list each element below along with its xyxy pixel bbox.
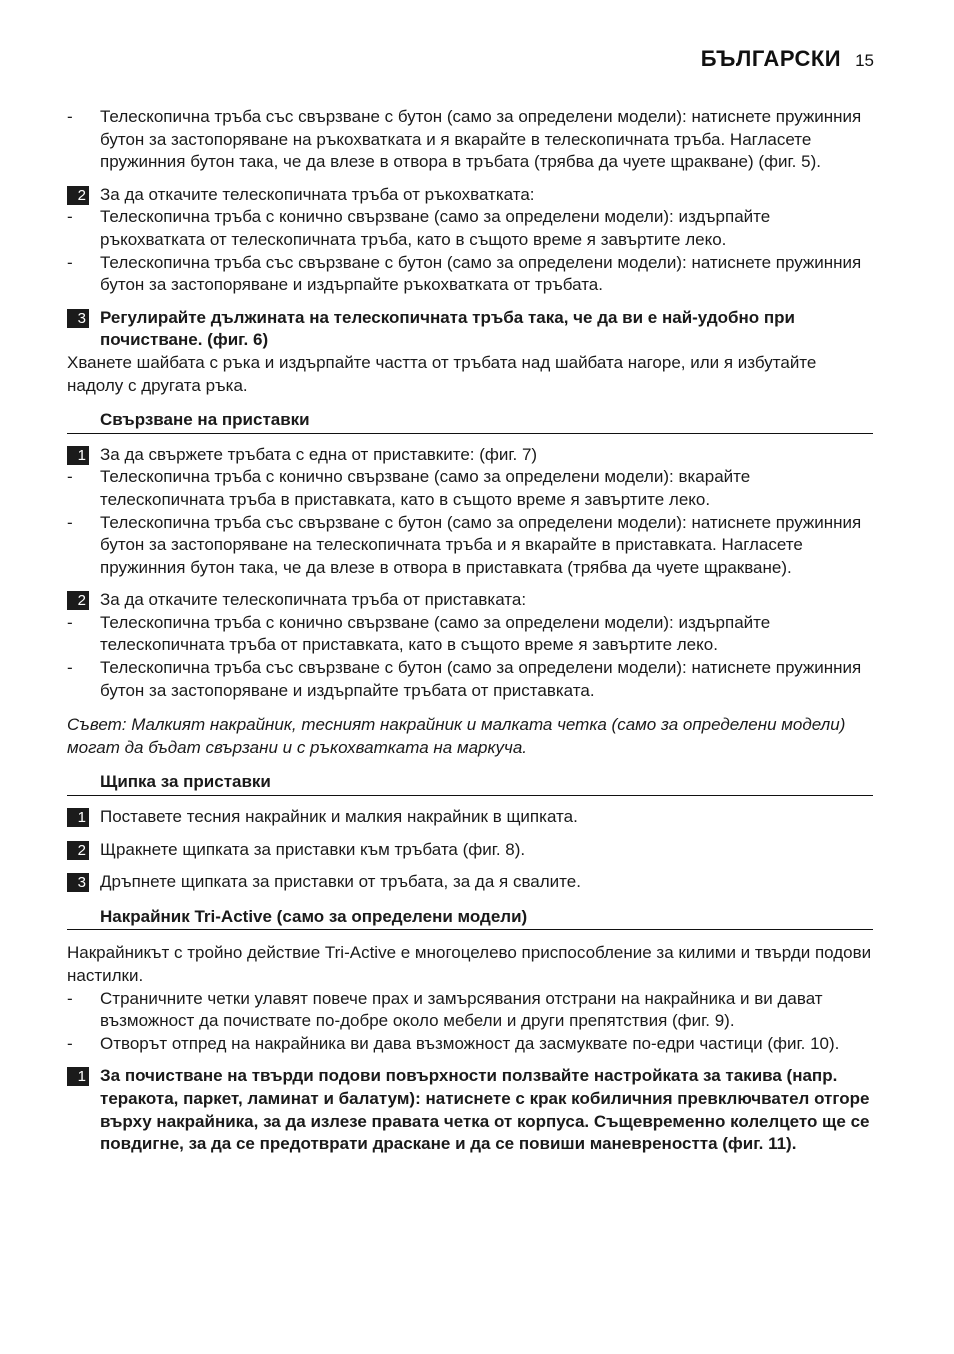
step-item — [67, 1065, 873, 1155]
step-text: Поставете тесния накрайник и малкия накрайник в щипката. — [100, 807, 578, 827]
step-text: Регулирайте дължината на телескопичната тръба така, че да ви е най-удобно при почистване. (фиг. 6) — [100, 307, 795, 350]
section-heading: Щипка за приставки — [67, 771, 873, 796]
step-item — [67, 307, 873, 352]
step-item — [67, 184, 873, 207]
bullet-item — [67, 106, 873, 174]
bullet-dash: - — [67, 107, 73, 126]
tip-text: Съвет: Малкият накрайник, тесният накрайник и малката четка (само за определени модели) могат да бъдат свързани и с ръкохватката на маркуча. — [67, 715, 846, 757]
paragraph: Хванете шайбата с ръка и издърпайте частта от тръбата над шайбата нагоре, или я избутайте надолу с другата ръка. — [67, 352, 817, 395]
page-header — [701, 46, 874, 72]
step-number: 1 — [67, 808, 89, 827]
bullet-text: Страничните четки улавят повече прах и замърсявания отстрани на накрайника и ви дават възможност да почиствате по-добре около мебели и други препятствия (фиг. 9). — [100, 988, 823, 1031]
bullet-text: Телескопична тръба с конично свързване (само за определени модели): издърпайте телескопичната тръба от приставката, като в същото време я завъртите леко. — [100, 612, 771, 655]
bullet-text: Телескопична тръба със свързване с бутон (само за определени модели): натиснете пружинния бутон за застопоряване на ръкохватката и я вкарайте в телескопичната тръба. Нагласете пружинния бутон така, че да влезе в отвора в тръбата (трябва да чуете щракване) (фиг. 5). — [100, 107, 862, 172]
step-number: 2 — [67, 841, 89, 860]
step-number: 3 — [67, 873, 89, 892]
language-label: БЪЛГАРСКИ — [700, 46, 842, 71]
manual-content — [67, 106, 873, 1156]
step-text: За да откачите телескопичната тръба от ръкохватката: — [100, 184, 535, 204]
step-number: 3 — [67, 309, 89, 328]
bullet-text: Телескопична тръба с конично свързване (само за определени модели): вкарайте телескопичната тръба в приставката, като в същото време я завъртите леко. — [100, 467, 751, 509]
bullet-item — [67, 206, 873, 251]
bullet-item — [67, 988, 873, 1033]
bullet-dash: - — [67, 252, 73, 272]
bullet-dash: - — [67, 1033, 73, 1053]
bullet-text: Телескопична тръба с конично свързване (само за определени модели): издърпайте ръкохватката от телескопичната тръба, като в същото време я завъртите леко. — [100, 207, 771, 249]
step-number: 2 — [67, 186, 89, 205]
bullet-text: Телескопична тръба със свързване с бутон (само за определени модели): натиснете пружинния бутон за застопоряване и издърпайте тръбата от приставката. — [100, 658, 862, 700]
step-item — [67, 839, 873, 862]
bullet-dash: - — [67, 988, 73, 1008]
step-number: 1 — [67, 1067, 89, 1086]
section-heading: Накрайник Tri-Active (само за определени модели) — [67, 906, 873, 931]
step-text: За да свържете тръбата с една от приставките: (фиг. 7) — [100, 444, 538, 464]
bullet-dash: - — [67, 658, 73, 678]
bullet-item — [67, 512, 873, 580]
page-number: 15 — [855, 51, 874, 70]
bullet-dash: - — [67, 612, 73, 632]
bullet-item — [67, 252, 873, 297]
step-text: За да откачите телескопичната тръба от приставката: — [100, 590, 527, 610]
step-text: Щракнете щипката за приставки към тръбата (фиг. 8). — [100, 839, 526, 859]
step-item — [67, 871, 873, 894]
bullet-item — [67, 466, 873, 511]
bullet-item — [67, 657, 873, 702]
bullet-dash: - — [67, 467, 73, 487]
bullet-item — [67, 612, 873, 657]
step-number: 1 — [67, 446, 89, 465]
bullet-dash: - — [67, 207, 73, 227]
paragraph: Накрайникът с тройно действие Tri-Active е многоцелево приспособление за килими и твърди подови настилки. — [67, 943, 872, 985]
step-text: За почистване на твърди подови повърхности ползвайте настройката за такива (напр. теракота, паркет, ламинат и балатум): натиснете с крак кобиличния превключвател отгоре върху накрайника, за да излезе правата четка от корпуса. Същевременно колелцето ще се повдигне, за да се предотврати драскане и да се повиши маневреността (фиг. 11). — [100, 1066, 870, 1154]
bullet-item — [67, 1033, 873, 1056]
step-text: Дръпнете щипката за приставки от тръбата, за да я свалите. — [100, 872, 581, 892]
step-item — [67, 589, 873, 612]
bullet-text: Отворът отпред на накрайника ви дава възможност да засмуквате по-едри частици (фиг. 10). — [100, 1033, 840, 1053]
bullet-text: Телескопична тръба със свързване с бутон (само за определени модели): натиснете пружинния бутон за застопоряване и издърпайте ръкохватката от тръбата. — [100, 252, 862, 295]
step-number: 2 — [67, 591, 89, 610]
step-item — [67, 444, 873, 467]
bullet-text: Телескопична тръба със свързване с бутон (само за определени модели): натиснете пружинния бутон за застопоряване на телескопичната тръба и я вкарайте в приставката. Нагласете пружинния бутон така, че да влезе в отвора в приставката (трябва да чуете щракване). — [100, 512, 862, 577]
step-item — [67, 806, 873, 829]
bullet-dash: - — [67, 512, 73, 532]
section-heading: Свързване на приставки — [67, 409, 873, 434]
